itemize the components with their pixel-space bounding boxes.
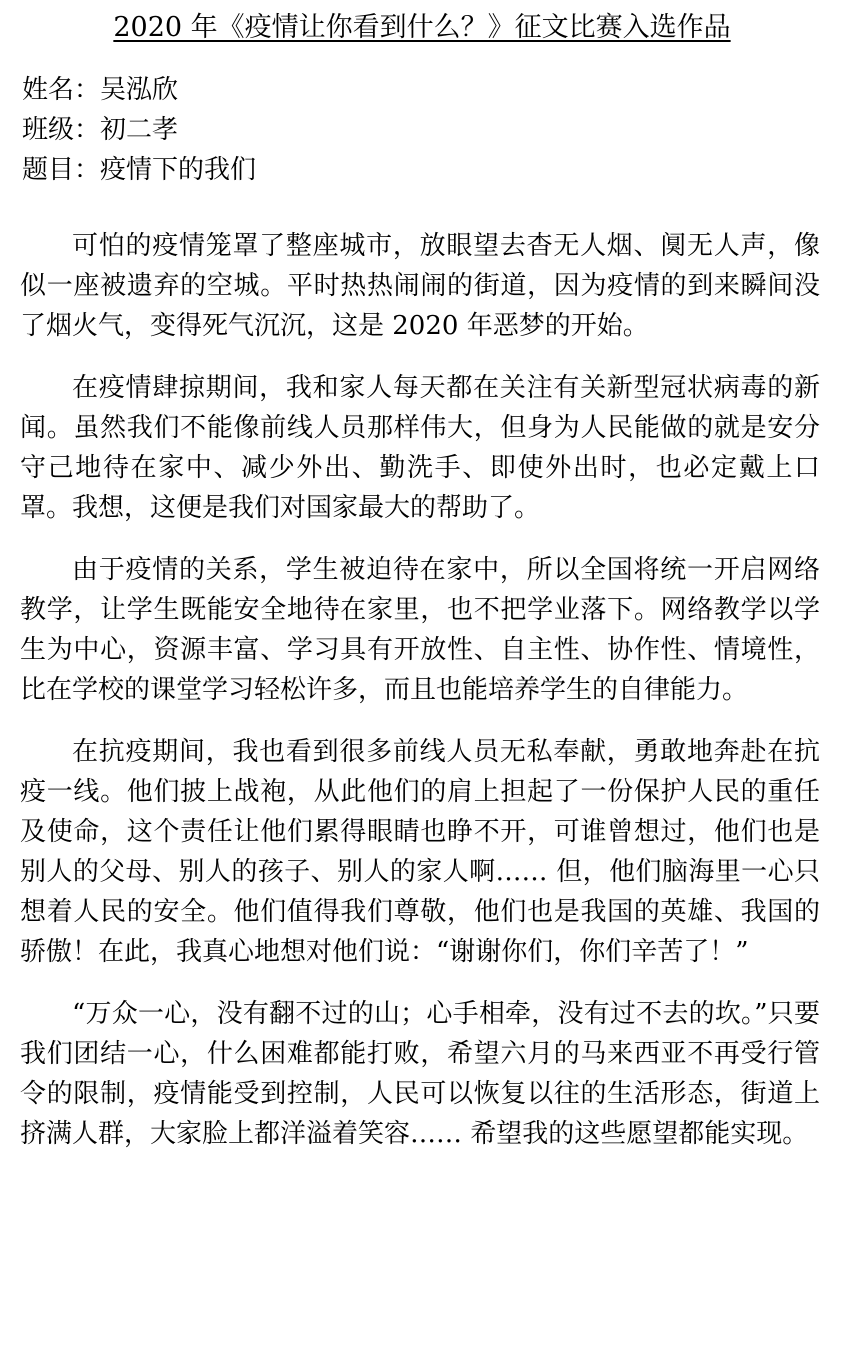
paragraph-5: “万众一心，没有翻不过的山；心手相牵，没有过不去的坎。”只要我们团结一心，什么困难都能打败，希望六月的马来西亚不再受行管令的限制，疫情能受到控制，人民可以恢复以往的生活形态，街道上挤满人群，大家脸上都洋溢着笑容…… 希望我的这些愿望都能实现。 — [20, 999, 820, 1149]
essay-title — [0, 8, 844, 48]
paragraph-1: 可怕的疫情笼罩了整座城市，放眼望去杳无人烟、阒无人声，像似一座被遗弃的空城。平时热热闹闹的街道，因为疫情的到来瞬间没了烟火气，变得死气沉沉，这是 2020 年恶梦的开始。 — [20, 231, 820, 341]
essay-title-text: 2020 年《疫情让你看到什么？》征文比赛入选作品 — [113, 12, 731, 43]
author-info — [22, 70, 256, 190]
paragraph-4: 在抗疫期间，我也看到很多前线人员无私奉献，勇敢地奔赴在抗疫一线。他们披上战袍，从此他们的肩上担起了一份保护人民的重任及使命，这个责任让他们累得眼睛也睁不开，可谁曾想过，他们也是别人的父母、别人的孩子、别人的家人啊…… 但，他们脑海里一心只想着人民的安全。他们值得我们尊敬，他们也是我国的英雄、我国的骄傲！在此，我真心地想对他们说：“谢谢你们，你们辛苦了！” — [20, 737, 820, 967]
paragraph-2: 在疫情肆掠期间，我和家人每天都在关注有关新型冠状病毒的新闻。虽然我们不能像前线人员那样伟大，但身为人民能做的就是安分守己地待在家中、减少外出、勤洗手、即使外出时，也必定戴上口罩。我想，这便是我们对国家最大的帮助了。 — [20, 373, 820, 523]
author-class: 班级：初二孝 — [22, 115, 179, 145]
essay-topic: 题目：疫情下的我们 — [22, 155, 257, 185]
author-name: 姓名：吴泓欣 — [22, 75, 179, 105]
paragraph-3: 由于疫情的关系，学生被迫待在家中，所以全国将统一开启网络教学，让学生既能安全地待在家里，也不把学业落下。网络教学以学生为中心，资源丰富、学习具有开放性、自主性、协作性、情境性，比在学校的课堂学习轻松许多，而且也能培养学生的自律能力。 — [20, 555, 820, 705]
essay-body — [20, 226, 820, 1176]
